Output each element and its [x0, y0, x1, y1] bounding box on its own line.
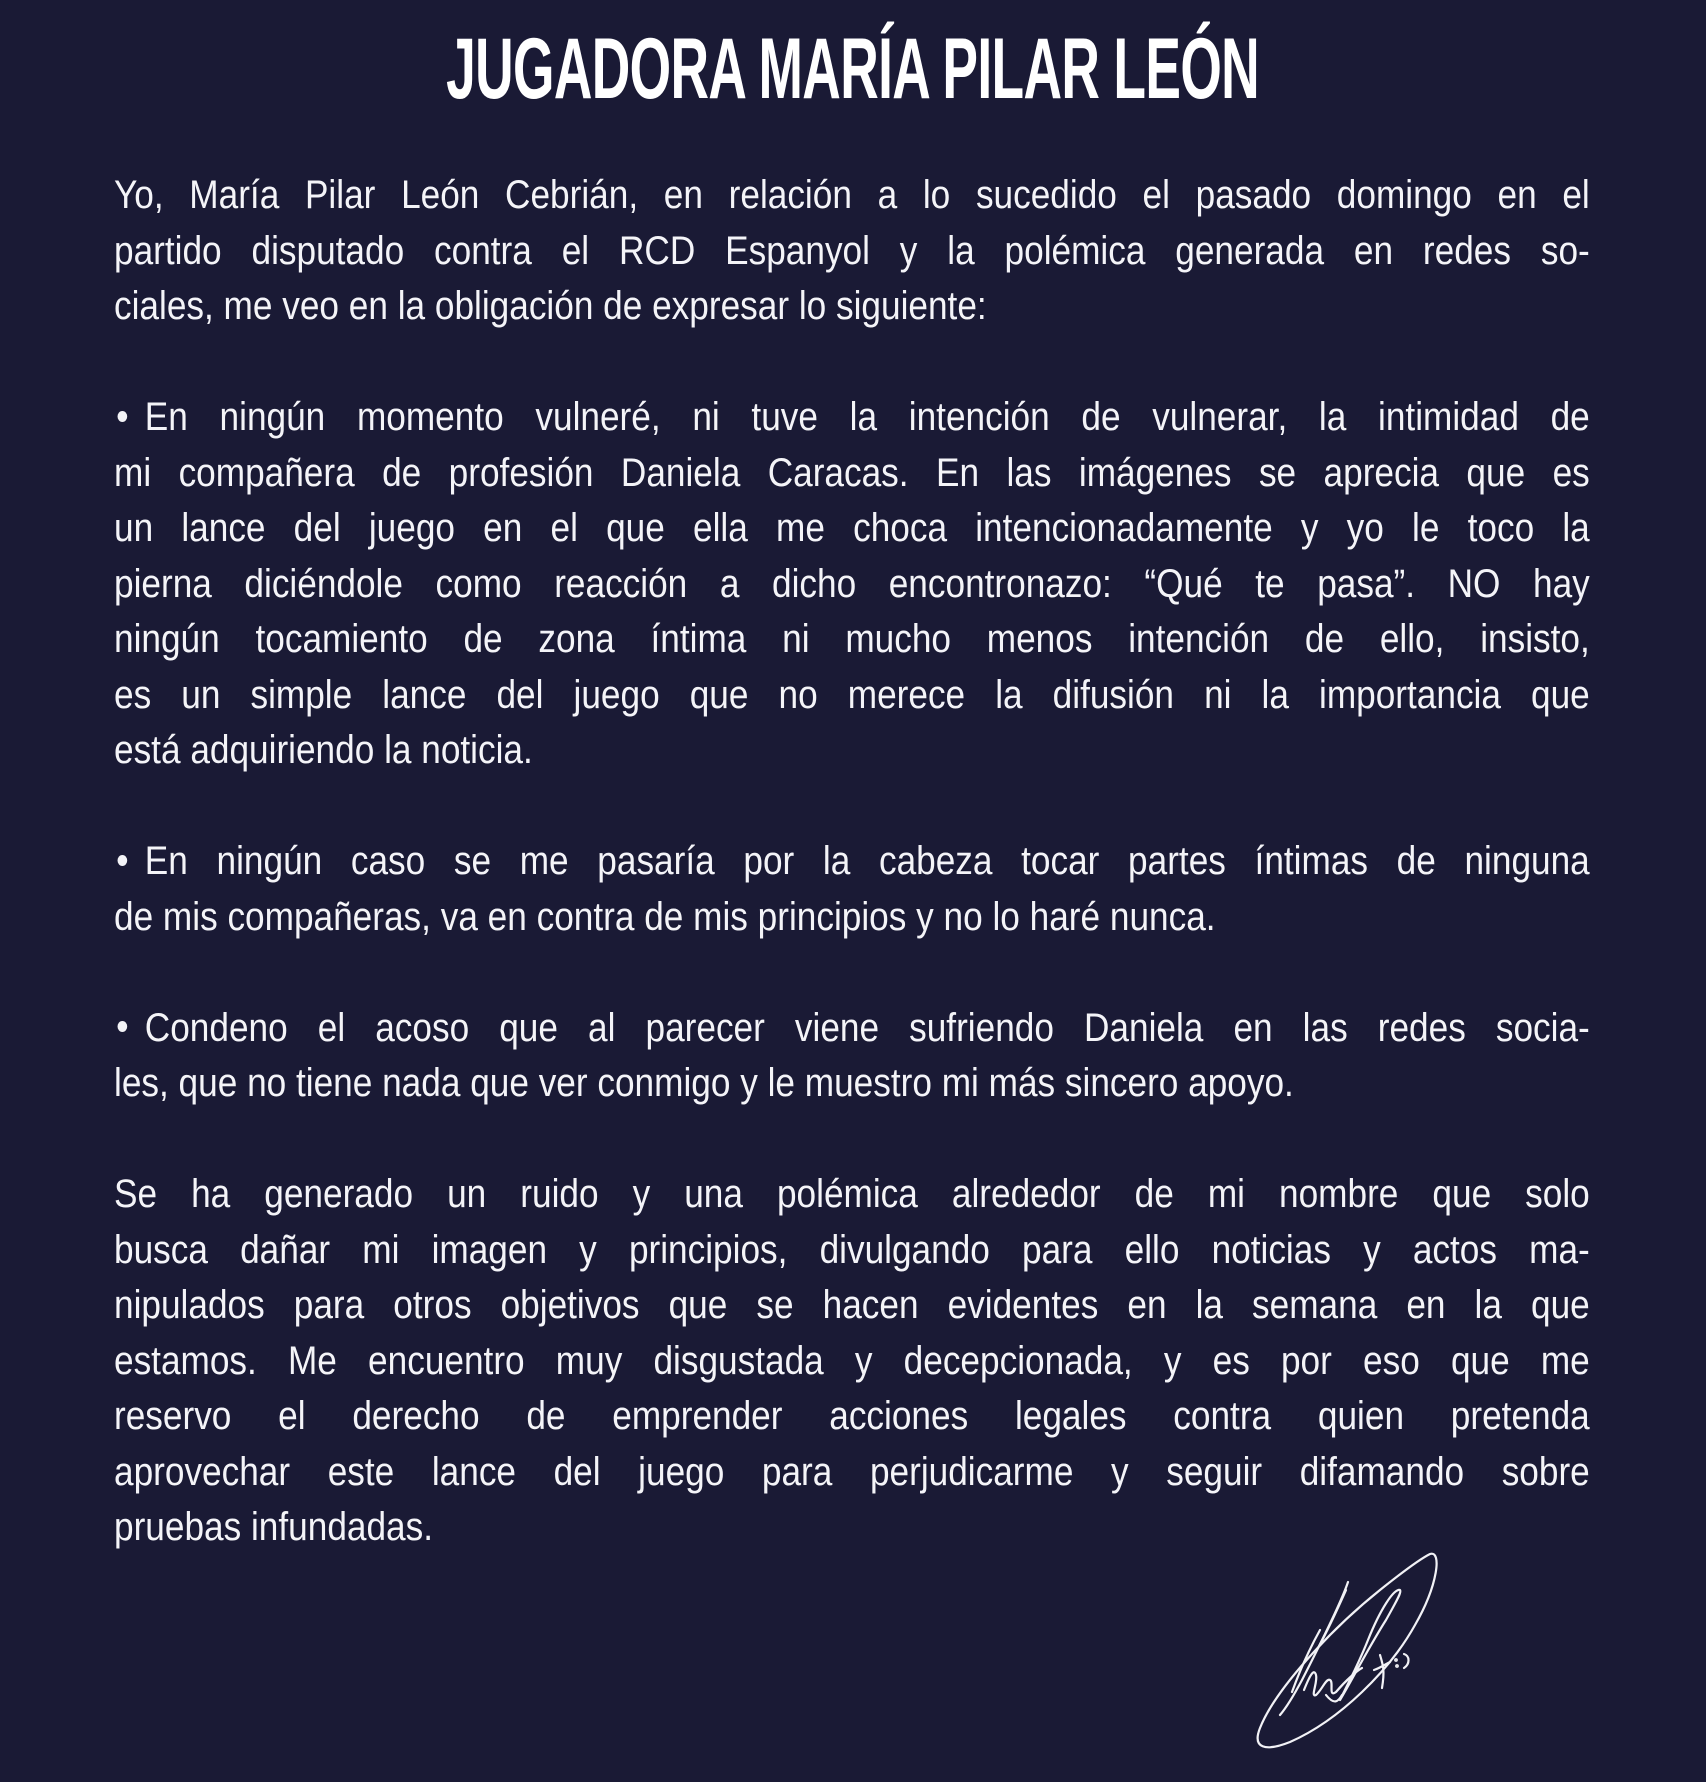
- bullet-item-3: [114, 1001, 1590, 1112]
- text-line: les, que no tiene nada que ver conmigo y le muestro mi más sincero apoyo.: [114, 1061, 1294, 1105]
- text-line: Yo, María Pilar León Cebrián, en relación a lo sucedido el pasado domingo en el: [114, 173, 1590, 217]
- text-line: ciales, me veo en la obligación de expresar lo siguiente:: [114, 284, 987, 328]
- text-line: [114, 390, 1590, 446]
- bullet-icon: [118, 411, 128, 422]
- text-line: está adquiriendo la noticia.: [114, 728, 533, 772]
- statement-body: [114, 168, 1590, 1611]
- text-line: partido disputado contra el RCD Espanyol y la polémica generada en redes so-: [114, 228, 1590, 273]
- text-line: reservo el derecho de emprender acciones legales contra quien pretenda: [114, 1394, 1590, 1438]
- text-line: pruebas infundadas.: [114, 1505, 433, 1549]
- intro-paragraph: [114, 168, 1590, 335]
- text-line: nipulados para otros objetivos que se hacen evidentes en la semana en la que: [114, 1283, 1590, 1327]
- closing-paragraph: [114, 1167, 1590, 1556]
- bullet-text: En ningún momento vulneré, ni tuve la intención de vulnerar, la intimidad de: [144, 395, 1590, 439]
- handwritten-signature-icon: [1230, 1530, 1460, 1770]
- text-line: aprovechar este lance del juego para perjudicarme y seguir difamando sobre: [114, 1449, 1590, 1494]
- text-line: estamos. Me encuentro muy disgustada y decepcionada, y es por eso que me: [114, 1338, 1590, 1383]
- text-line: de mis compañeras, va en contra de mis principios y no lo haré nunca.: [114, 894, 1216, 939]
- bullet-item-2: [114, 834, 1590, 945]
- text-line: [114, 834, 1590, 890]
- bullet-text: Condeno el acoso que al parecer viene sufriendo Daniela en las redes socia-: [144, 1005, 1590, 1050]
- text-line: mi compañera de profesión Daniela Caracas. En las imágenes se aprecia que es: [114, 450, 1590, 495]
- bullet-item-1: [114, 390, 1590, 779]
- statement-title-container: [0, 21, 1706, 117]
- text-line: ningún tocamiento de zona íntima ni mucho menos intención de ello, insisto,: [114, 617, 1590, 661]
- text-line: [114, 1001, 1590, 1057]
- bullet-icon: [118, 1021, 128, 1032]
- text-line: es un simple lance del juego que no merece la difusión ni la importancia que: [114, 672, 1590, 717]
- text-line: Se ha generado un ruido y una polémica alrededor de mi nombre que solo: [114, 1172, 1590, 1216]
- statement-title: JUGADORA MARÍA PILAR LEÓN: [446, 21, 1260, 117]
- text-line: busca dañar mi imagen y principios, divulgando para ello noticias y actos ma-: [114, 1227, 1590, 1272]
- text-line: un lance del juego en el que ella me choca intencionadamente y yo le toco la: [114, 506, 1590, 550]
- bullet-text: En ningún caso se me pasaría por la cabeza tocar partes íntimas de ninguna: [144, 839, 1590, 883]
- bullet-icon: [118, 855, 128, 866]
- text-line: pierna diciéndole como reacción a dicho encontronazo: “Qué te pasa”. NO hay: [114, 561, 1590, 606]
